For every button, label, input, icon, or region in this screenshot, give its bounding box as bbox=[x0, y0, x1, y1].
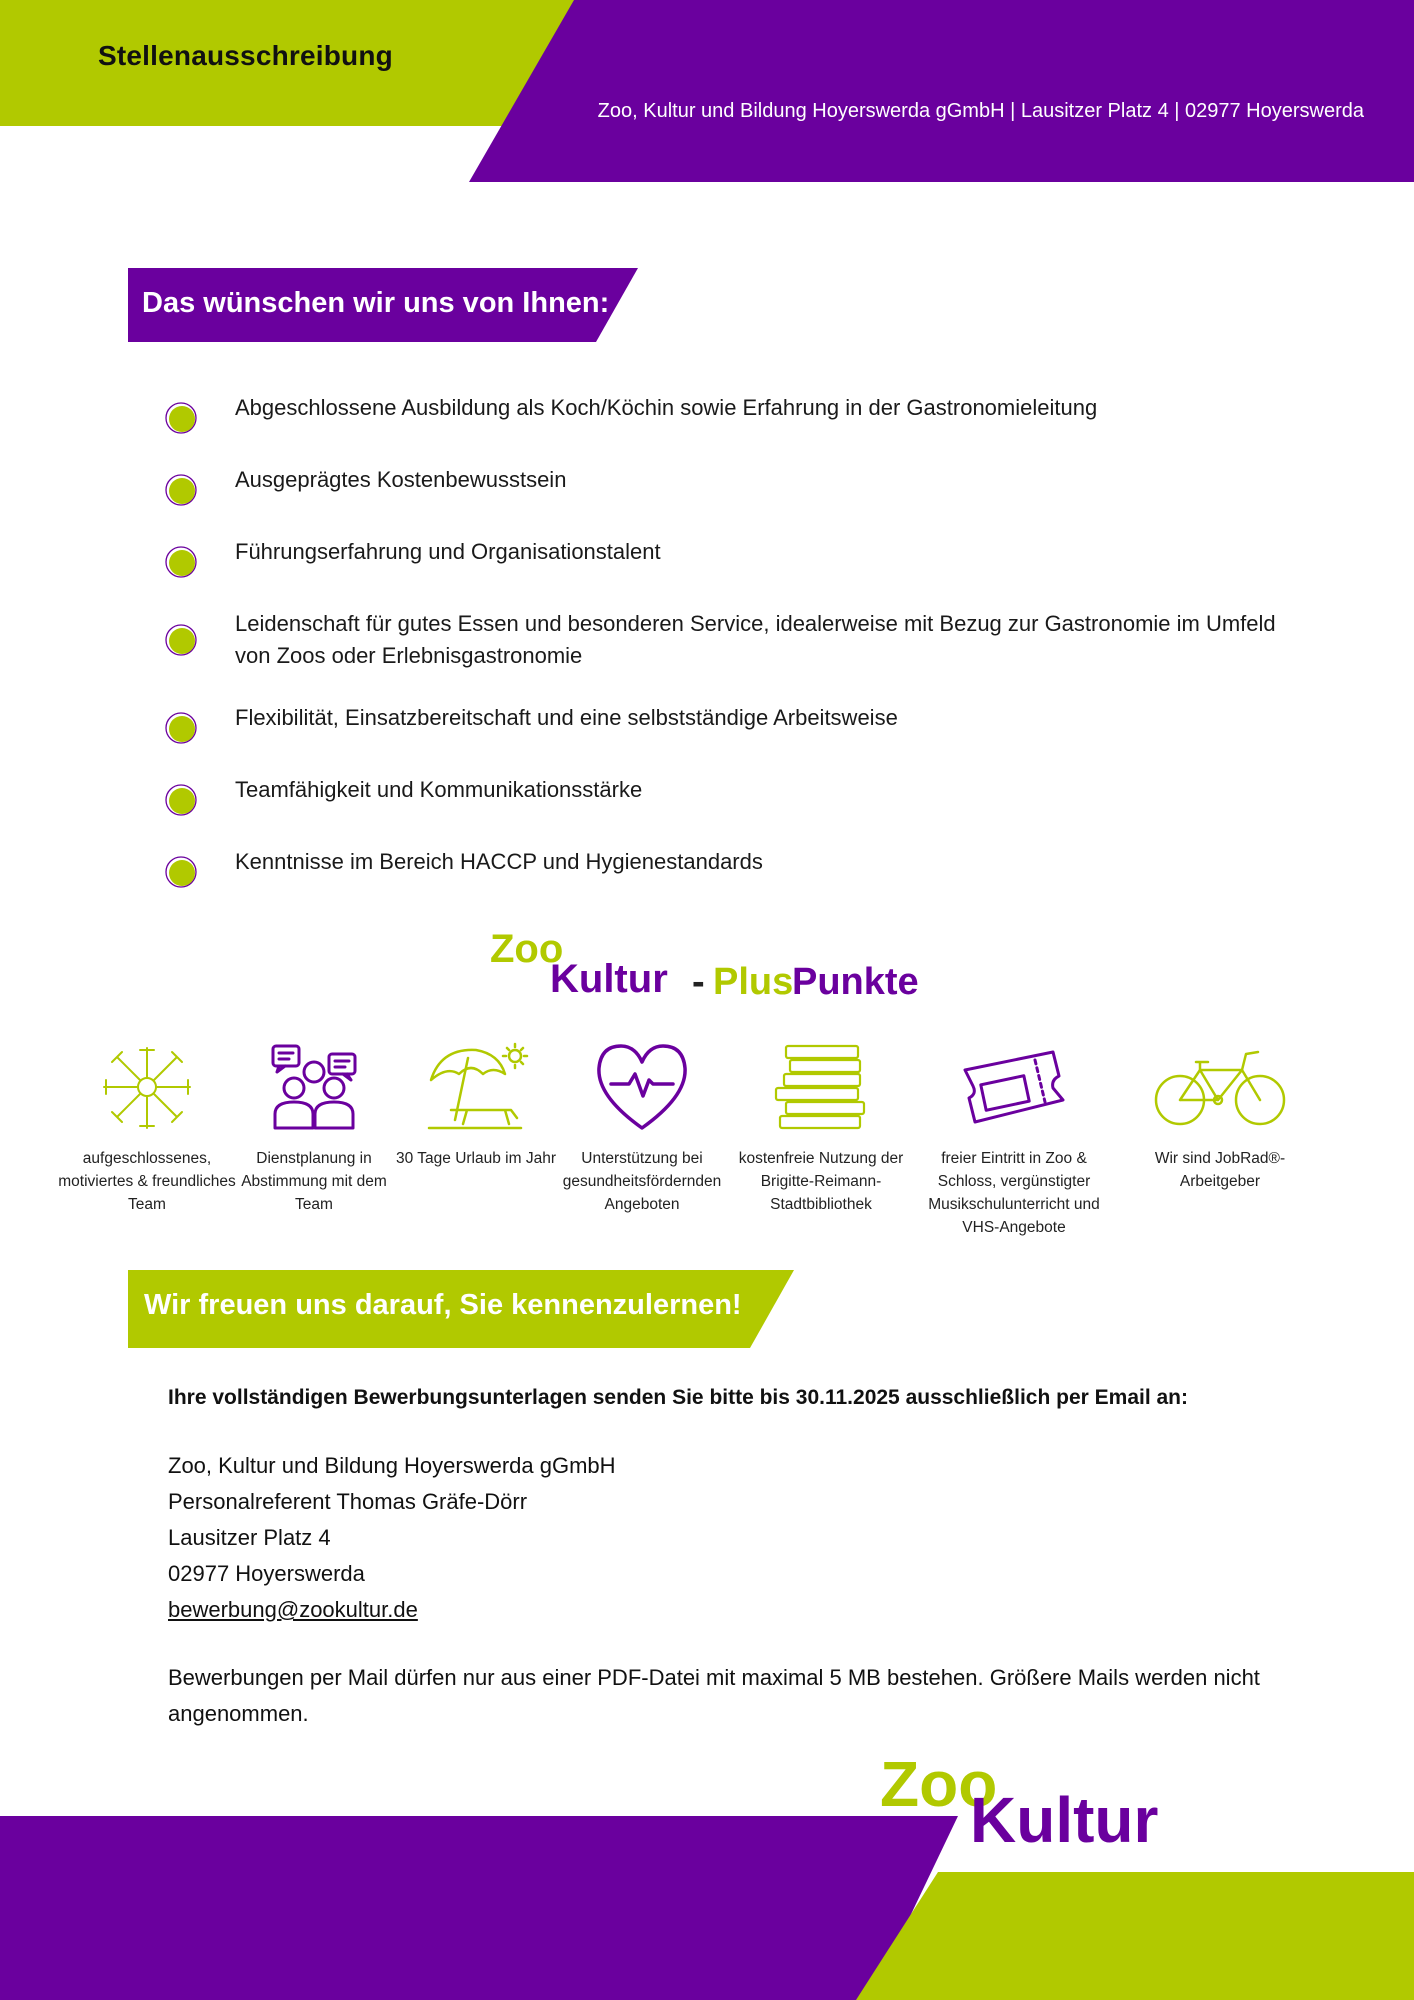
list-item-text: Flexibilität, Einsatzbereitschaft und eine selbstständige Arbeitsweise bbox=[235, 705, 898, 730]
benefit-label: Unterstützung bei gesundheitsfördernden Angeboten bbox=[562, 1150, 722, 1213]
list-item-text: Teamfähigkeit und Kommunikationsstärke bbox=[235, 777, 643, 802]
application-heading: Wir freuen uns darauf, Sie kennenzulernen! bbox=[144, 1289, 742, 1321]
benefit-label: Dienstplanung in Abstimmung mit dem Team bbox=[241, 1150, 387, 1213]
benefit-label: kostenfreie Nutzung der Brigitte-Reimann-Stadtbibliothek bbox=[738, 1150, 904, 1213]
benefit-label: aufgeschlossenes, motiviertes & freundliches Team bbox=[58, 1150, 236, 1213]
contact-person: Personalreferent Thomas Gräfe-Dörr bbox=[168, 1489, 528, 1514]
benefit-label: freier Eintritt in Zoo & Schloss, vergünstigter Musikschulunterricht und VHS-Angebote bbox=[928, 1150, 1100, 1236]
footer-lime-band bbox=[856, 1872, 1414, 2000]
requirements-heading: Das wünschen wir uns von Ihnen: bbox=[142, 287, 610, 319]
list-item-text: Führungserfahrung und Organisationstalent bbox=[235, 539, 661, 564]
logo-dash-text: - bbox=[692, 961, 705, 1000]
list-item-text: Abgeschlossene Ausbildung als Koch/Köchin sowie Erfahrung in der Gastronomieleitung bbox=[235, 395, 1098, 420]
benefit-label: Wir sind JobRad®- Arbeitgeber bbox=[1154, 1150, 1286, 1190]
logo-kultur-text: Kultur bbox=[550, 957, 668, 1000]
logo-zoo-text: Zoo bbox=[490, 927, 564, 971]
list-item-text: Kenntnisse im Bereich HACCP und Hygienestandards bbox=[235, 849, 763, 874]
city-address: 02977 Hoyerswerda bbox=[168, 1561, 365, 1586]
application-intro: Ihre vollständigen Bewerbungsunterlagen senden Sie bitte bis 30.11.2025 ausschließlich per Email an: bbox=[168, 1386, 1188, 1409]
list-item-text: Leidenschaft für gutes Essen und besonderen Service, idealerweise mit Bezug zur Gastronomie im Umfeld von Zoos oder Erlebnisgastronomie bbox=[235, 611, 1276, 668]
page-title: Stellenausschreibung bbox=[98, 40, 393, 71]
header-address: Zoo, Kultur und Bildung Hoyerswerda gGmbH | Lausitzer Platz 4 | 02977 Hoyerswerda bbox=[597, 100, 1364, 122]
logo-plus-text: Plus bbox=[713, 961, 794, 1000]
company-name: Zoo, Kultur und Bildung Hoyerswerda gGmbH bbox=[168, 1453, 616, 1478]
logo-punkte-text: Punkte bbox=[792, 961, 919, 1000]
footer-logo-kultur: Kultur bbox=[970, 1784, 1159, 1856]
street-address: Lausitzer Platz 4 bbox=[168, 1525, 331, 1550]
application-note: Bewerbungen per Mail dürfen nur aus einer PDF-Datei mit maximal 5 MB bestehen. Größere Mails werden nicht angenommen. bbox=[168, 1665, 1260, 1726]
footer-logo-zoo: Zoo bbox=[880, 1748, 998, 1820]
benefit-label: 30 Tage Urlaub im Jahr bbox=[396, 1150, 556, 1167]
email-link[interactable]: bewerbung@zookultur.de bbox=[168, 1597, 418, 1622]
list-item-text: Ausgeprägtes Kostenbewusstsein bbox=[235, 467, 567, 492]
footer-purple-band bbox=[0, 1816, 958, 2000]
